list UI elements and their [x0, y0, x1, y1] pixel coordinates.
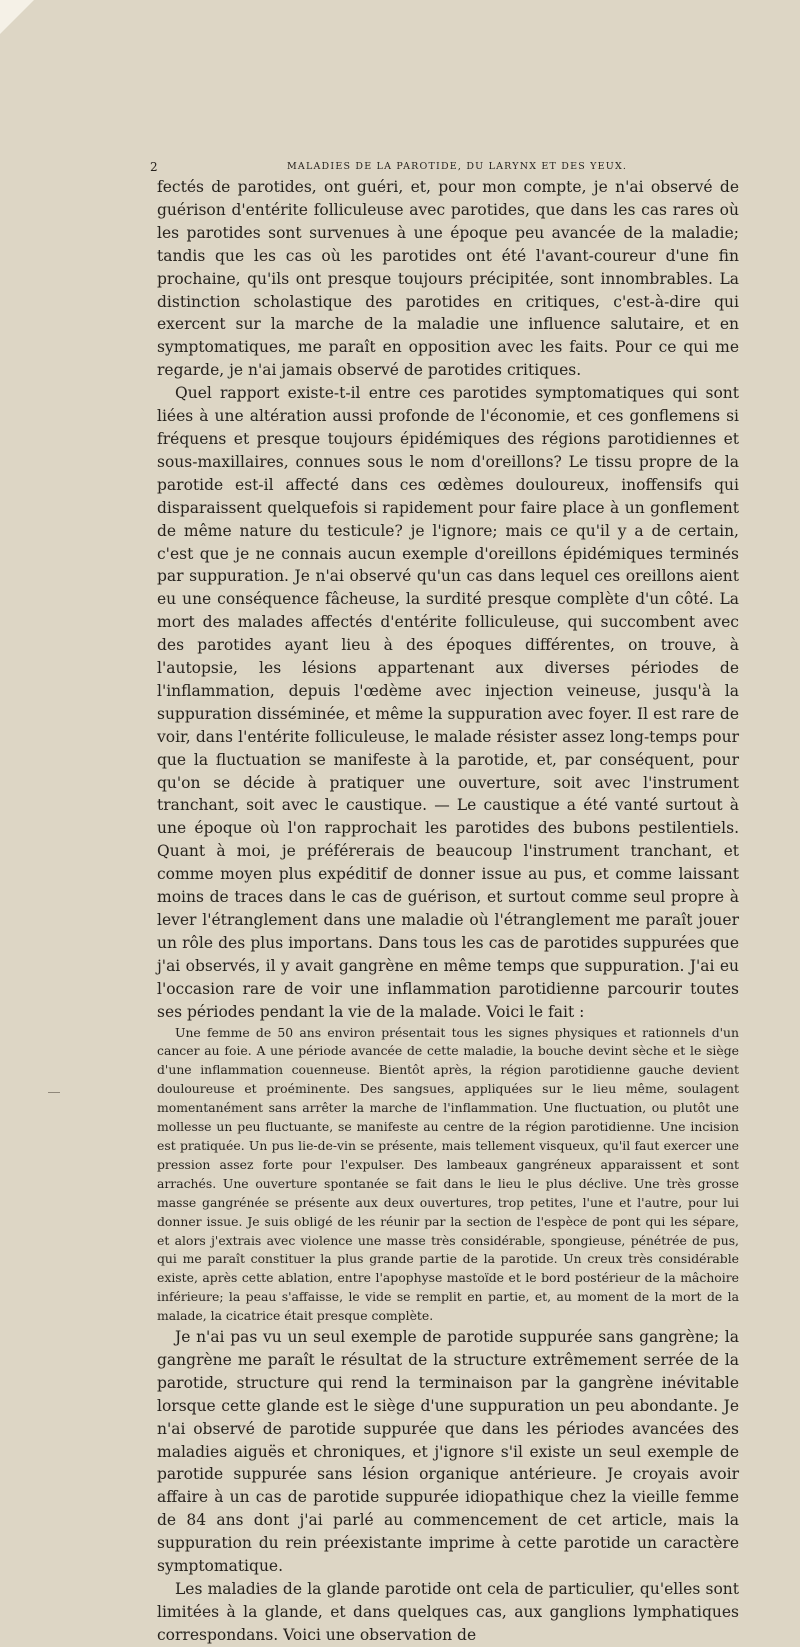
- paragraph-2: Quel rapport existe-t-il entre ces parotides symptomatiques qui sont liées à une altération aussi profonde de l'économie, et ces gonflemens si fréquens et presque toujours épidémiques des régions parotidiennes et sous-maxillaires, connues sous le nom d'oreillons? Le tissu propre de la parotide est-il affecté dans ces œdèmes douloureux, inoffensifs qui disparaissent quelquefois si rapidement pour faire place à un gonflement de même nature du testicule? je l'ignore; mais ce qu'il y a de certain, c'est que je ne connais aucun exemple d'oreillons épidémiques terminés par suppuration. Je n'ai observé qu'un cas dans lequel ces oreillons aient eu une conséquence fâcheuse, la surdité presque complète d'un côté. La mort des malades affectés d'entérite folliculeuse, qui succombent avec des parotides ayant lieu à des époques différentes, on trouve, à l'autopsie, les lésions appartenant aux diverses périodes de l'inflammation, depuis l'œdème avec injection veineuse, jusqu'à la suppuration disséminée, et même la suppuration avec foyer. Il est rare de voir, dans l'entérite folliculeuse, le malade résister assez long-temps pour que la fluctuation se manifeste à la parotide, et, par conséquent, pour qu'on se décide à pratiquer une ouverture, soit avec l'instrument tranchant, soit avec le caustique. — Le caustique a été vanté surtout à une époque où l'on rapprochait les parotides des bubons pestilentiels. Quant à moi, je préférerais de beaucoup l'instrument tranchant, et comme moyen plus expéditif de donner issue au pus, et comme laissant moins de traces dans le cas de guérison, et surtout comme seul propre à lever l'étranglement dans une maladie où l'étranglement me paraît jouer un rôle des plus importans. Dans tous les cas de parotides suppurées que j'ai observés, il y avait gangrène en même temps que suppuration. J'ai eu l'occasion rare de voir une inflammation parotidienne parcourir toutes ses périodes pendant la vie de la malade. Voici le fait :: [157, 384, 739, 1021]
- body-text: [157, 176, 739, 1647]
- page-number: 2: [150, 160, 159, 174]
- page-header: [150, 160, 740, 176]
- case-report: Une femme de 50 ans environ présentait tous les signes physiques et rationnels d'un cancer au foie. A une période avancée de cette maladie, la bouche devint sèche et le siège d'une inflammation couenneuse. Bientôt après, la région parotidienne gauche devient douloureuse et proéminente. Des sangsues, appliquées sur le lieu même, soulagent momentanément sans arrêter la marche de l'inflammation. Une fluctuation, ou plutôt une mollesse un peu fluctuante, se manifeste au centre de la région parotidienne. Une incision est pratiquée. Un pus lie-de-vin se présente, mais tellement visqueux, qu'il faut exercer une pression assez forte pour l'expulser. Des lambeaux gangréneux apparaissent et sont arrachés. Une ouverture spontanée se fait dans le lieu le plus déclive. Une très grosse masse gangrénée se présente aux deux ouvertures, trop petites, l'une et l'autre, pour lui donner issue. Je suis obligé de les réunir par la section de l'espèce de pont qui les sépare, et alors j'extrais avec violence une masse très considérable, spongieuse, pénétrée de pus, qui me paraît constituer la plus grande partie de la parotide. Un creux très considérable existe, après cette ablation, entre l'apophyse mastoïde et le bord postérieur de la mâchoire inférieure; la peau s'affaisse, le vide se remplit en partie, et, au moment de la mort de la malade, la cicatrice était presque complète.: [157, 1024, 739, 1324]
- page-corner-fold: [0, 0, 34, 34]
- margin-mark: [48, 1092, 60, 1093]
- paragraph-4: Les maladies de la glande parotide ont cela de particulier, qu'elles sont limitées à la glande, et dans quelques cas, aux ganglions lymphatiques correspondans. Voici une observation de: [157, 1580, 739, 1644]
- paragraph-1: fectés de parotides, ont guéri, et, pour mon compte, je n'ai observé de guérison d'entérite folliculeuse avec parotides, que dans les cas rares où les parotides sont survenues à une époque peu avancée de la maladie; tandis que les cas où les parotides ont été l'avant-coureur d'une fin prochaine, qu'ils ont presque toujours précipitée, sont innombrables. La distinction scholastique des parotides en critiques, c'est-à-dire qui exercent sur la marche de la maladie une influence salutaire, et en symptomatiques, me paraît en opposition avec les faits. Pour ce qui me regarde, je n'ai jamais observé de parotides critiques.: [157, 178, 739, 380]
- paragraph-3: Je n'ai pas vu un seul exemple de parotide suppurée sans gangrène; la gangrène me paraît le résultat de la structure extrêmement serrée de la parotide, structure qui rend la terminaison par la gangrène inévitable lorsque cette glande est le siège d'une suppuration un peu abondante. Je n'ai observé de parotide suppurée que dans les périodes avancées des maladies aiguës et chroniques, et j'ignore s'il existe un seul exemple de parotide suppurée sans lésion organique antérieure. Je croyais avoir affaire à un cas de parotide suppurée idiopathique chez la vieille femme de 84 ans dont j'ai parlé au commencement de cet article, mais la suppuration du rein préexistante imprime à cette parotide un caractère symptomatique.: [157, 1328, 739, 1576]
- running-title: MALADIES DE LA PAROTIDE, DU LARYNX ET DES YEUX.: [287, 161, 628, 172]
